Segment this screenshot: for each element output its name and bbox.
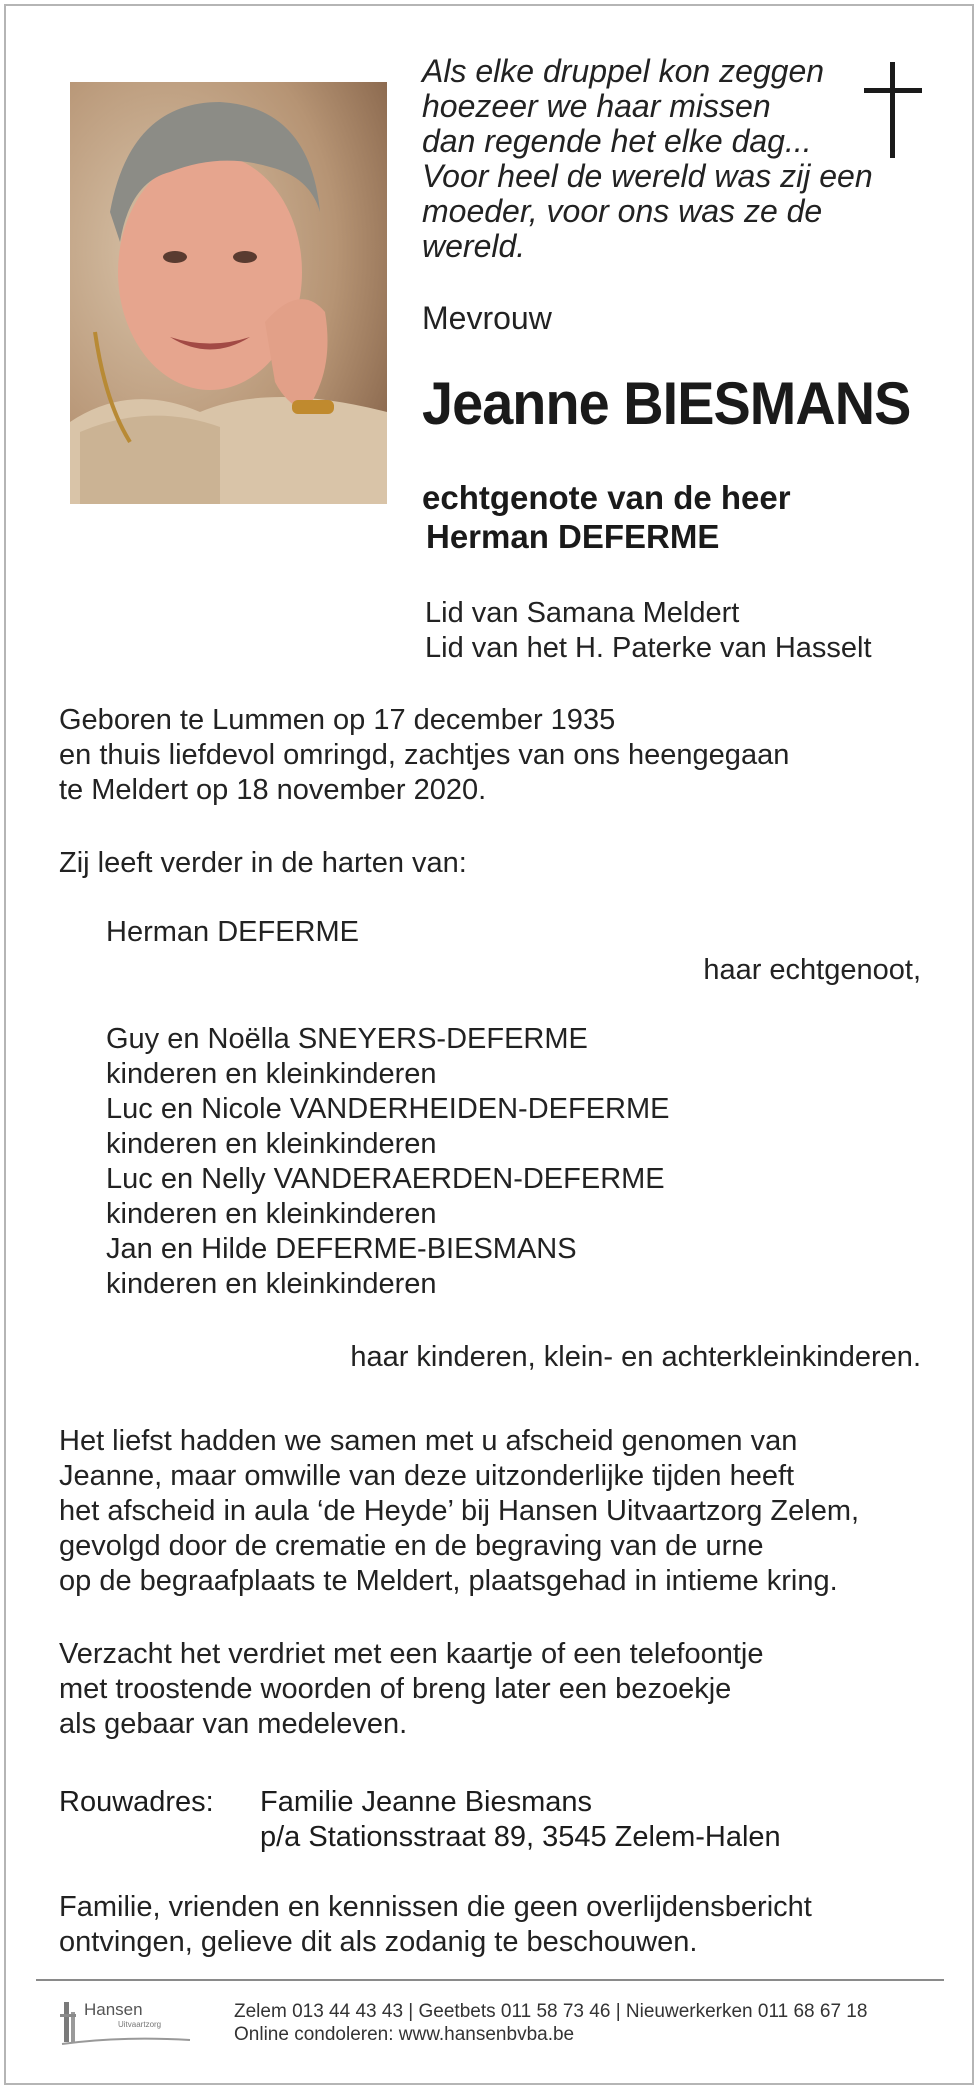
children-role: haar kinderen, klein- en achterkleinkinderen. xyxy=(350,1341,921,1373)
address-line: p/a Stationsstraat 89, 3545 Zelem-Halen xyxy=(260,1821,781,1853)
notice-line: ontvingen, gelieve dit als zodanig te beschouwen. xyxy=(59,1926,698,1958)
address-label: Rouwadres: xyxy=(59,1786,214,1818)
hansen-logo-icon xyxy=(60,1996,200,2050)
portrait-photo xyxy=(70,82,387,504)
poem xyxy=(422,54,882,264)
comfort-line: met troostende woorden of breng later een bezoekje xyxy=(59,1673,732,1705)
contact-phones: Zelem 013 44 43 43 | Geetbets 011 58 73 46 | Nieuwerkerken 011 68 67 18 xyxy=(234,2001,868,2022)
children-line: Luc en Nicole VANDERHEIDEN-DEFERME xyxy=(106,1093,670,1125)
farewell-line: het afscheid in aula ‘de Heyde’ bij Hansen Uitvaartzorg Zelem, xyxy=(59,1495,860,1527)
spouse-name: Herman DEFERME xyxy=(426,518,720,555)
membership-line: Lid van het H. Paterke van Hasselt xyxy=(425,632,872,664)
latin-cross-icon xyxy=(864,62,922,163)
children-line: kinderen en kleinkinderen xyxy=(106,1058,437,1090)
children-line: Luc en Nelly VANDERAERDEN-DEFERME xyxy=(106,1163,665,1195)
memberships xyxy=(425,596,872,666)
address-block xyxy=(260,1785,781,1855)
farewell-line: gevolgd door de crematie en de begraving van de urne xyxy=(59,1530,764,1562)
children-line: kinderen en kleinkinderen xyxy=(106,1268,437,1300)
birth-line: en thuis liefdevol omringd, zachtjes van ons heengegaan xyxy=(59,739,790,771)
logo-name: Hansen xyxy=(84,2000,143,2019)
farewell-line: op de begraafplaats te Meldert, plaatsgehad in intieme kring. xyxy=(59,1565,838,1597)
contact-website[interactable]: Online condoleren: www.hansenbvba.be xyxy=(234,2024,575,2045)
comfort-line: Verzacht het verdriet met een kaartje of een telefoontje xyxy=(59,1638,764,1670)
husband-name: Herman DEFERME xyxy=(106,916,359,948)
notice-line: Familie, vrienden en kennissen die geen overlijdensbericht xyxy=(59,1891,812,1923)
lives-on-heading: Zij leeft verder in de harten van: xyxy=(59,847,467,879)
spouse-block xyxy=(422,478,791,556)
logo-subtitle: Uitvaartzorg xyxy=(118,2020,162,2029)
deceased-name: Jeanne BIESMANS xyxy=(422,370,911,437)
footer-divider xyxy=(36,1979,944,1981)
spouse-line: echtgenote van de heer xyxy=(422,479,791,516)
footer-contact xyxy=(234,2000,867,2046)
poem-line: wereld. xyxy=(422,228,526,264)
farewell-line: Jeanne, maar omwille van deze uitzonderlijke tijden heeft xyxy=(59,1460,795,1492)
address-line: Familie Jeanne Biesmans xyxy=(260,1786,593,1818)
poem-line: Voor heel de wereld was zij een xyxy=(422,158,873,194)
poem-line: hoezeer we haar missen xyxy=(422,88,771,124)
honorific: Mevrouw xyxy=(422,300,552,336)
husband-role: haar echtgenoot, xyxy=(703,954,921,986)
poem-line: dan regende het elke dag... xyxy=(422,123,812,159)
poem-line: moeder, voor ons was ze de xyxy=(422,193,823,229)
farewell-line: Het liefst hadden we samen met u afscheid genomen van xyxy=(59,1425,798,1457)
children-line: kinderen en kleinkinderen xyxy=(106,1198,437,1230)
poem-line: Als elke druppel kon zeggen xyxy=(422,53,825,89)
birth-line: Geboren te Lummen op 17 december 1935 xyxy=(59,704,616,736)
children-line: Guy en Noëlla SNEYERS-DEFERME xyxy=(106,1023,588,1055)
children-line: kinderen en kleinkinderen xyxy=(106,1128,437,1160)
children-line: Jan en Hilde DEFERME-BIESMANS xyxy=(106,1233,577,1265)
comfort-line: als gebaar van medeleven. xyxy=(59,1708,408,1740)
birth-line: te Meldert op 18 november 2020. xyxy=(59,774,487,806)
membership-line: Lid van Samana Meldert xyxy=(425,597,740,629)
